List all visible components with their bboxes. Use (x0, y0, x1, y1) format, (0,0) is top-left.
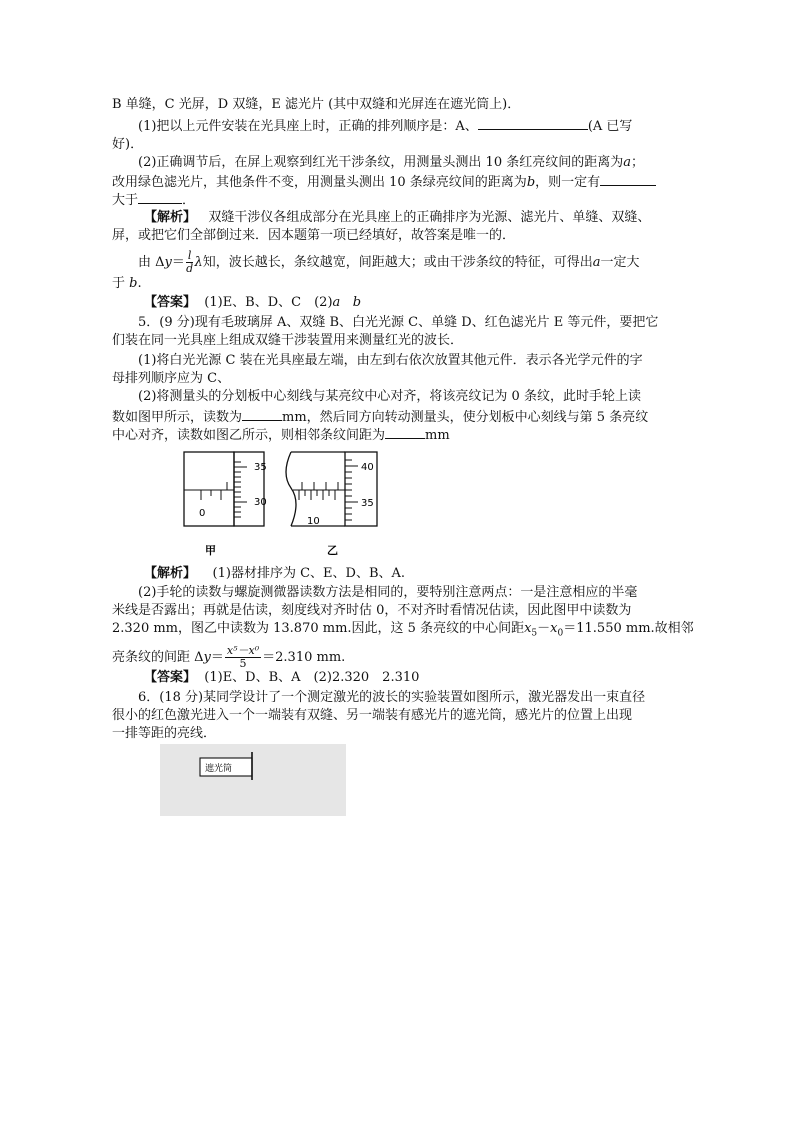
q4-text-line: B 单缝，C 光屏，D 双缝，E 滤光片 (其中双缝和光屏连在遮光筒上)． (112, 97, 521, 112)
q4-answer-blank-1[interactable] (478, 117, 588, 130)
yi-thimble-label-top: 40 (361, 462, 374, 473)
q5-part2-line2: 数如图甲所示，读数为 mm，然后同方向转动测量头，使分划板中心刻线与第 5 条亮纹 (112, 410, 649, 425)
q5-part2-line1: (2)将测量头的分划板中心刻线与某亮纹中心对齐，将该亮纹记为 0 条纹，此时手轮上读 (138, 389, 641, 404)
q4-analysis-line1: 【解析】 双缝干涉仪各组成部分在光具座上的正确排序为光源、滤光片、单缝、双缝、 (144, 210, 651, 225)
q4-analysis-line4: 于 b. (112, 276, 142, 291)
q6-stem-line2: 很小的红色激光进入一个一端装有双缝、另一端装有感光片的遮光筒，感光片的位置上出现 (112, 708, 633, 723)
q4-answer-blank-3[interactable] (138, 191, 182, 204)
jia-thimble-label-bottom: 30 (254, 497, 267, 508)
q5-part2-line3: 中心对齐，读数如图乙所示，则相邻条纹间距为 mm (112, 428, 450, 443)
yi-main-scale-ten: 10 (307, 516, 320, 527)
q4-part2-line3: 大于 ． (112, 193, 196, 208)
q4-part2-line2: 改用绿色滤光片，其他条件不变，用测量头测出 10 条绿亮纹间的距离为b，则一定有 (112, 173, 656, 191)
micrometer-figure-jia (183, 450, 281, 562)
q5-analysis-line5: 亮条纹的间距 Δy＝ $\frac{\text{x⁵－x⁰}}{5}$ ＝2.310 mm. (112, 644, 346, 670)
jia-thimble-label-top: 35 (254, 462, 267, 473)
q4-answer-blank-2[interactable] (600, 173, 656, 186)
q5-analysis-line1: 【解析】 (1)器材排序为 C、E、D、B、A. (144, 566, 406, 581)
q4-part2-line1: (2)正确调节后，在屏上观察到红光干涉条纹，用测量头测出 10 条红亮纹间的距离为a； (138, 155, 645, 170)
figure-caption-yi: 乙 (327, 544, 338, 557)
q5-stem-line1: 5．(9 分)现有毛玻璃屏 A、双缝 B、白光光源 C、单缝 D、红色滤光片 E 等元件，要把它 (138, 315, 659, 330)
q4-analysis-formula-line: 由 Δy＝ $\frac{l}{d}$ λ知，波长越长，条纹越宽，间距越大；或由干涉条纹的特征，可得出a一定大 (138, 249, 640, 275)
q4-part1: (1)把以上元件安装在光具座上时，正确的排列顺序是：A、 (A 已写 (138, 119, 633, 134)
fringe-spacing-fraction: $\frac{l}{d}$ (186, 249, 194, 275)
figure-caption-jia: 甲 (205, 544, 216, 557)
tube-label: 遮光筒 (205, 764, 233, 774)
q4-part1-cont: 好)． (112, 137, 144, 152)
laser-apparatus-figure (160, 744, 346, 816)
q5-stem-line2: 们装在同一光具座上组成双缝干涉装置用来测量红光的波长． (112, 333, 464, 348)
q5-analysis-line3: 米线是否露出；再就是估读，刻度线对齐时估 0，不对齐时看情况估读，因此图甲中读数为 (112, 603, 632, 618)
q5-answer-blank-2[interactable] (385, 426, 425, 439)
jia-main-scale-zero: 0 (199, 508, 206, 519)
q5-analysis-line2: (2)手轮的读数与螺旋测微器读数方法是相同的，要特别注意两点：一是注意相应的半毫 (138, 585, 638, 600)
q6-stem-line1: 6．(18 分)某同学设计了一个测定激光的波长的实验装置如图所示，激光器发出一束直径 (138, 690, 646, 705)
q5-answer-blank-1[interactable] (242, 408, 282, 421)
q4-answer-line: 【答案】 (1)E、B、D、C (2)a b (144, 295, 362, 310)
q4-analysis-line2: 屏，或把它们全部倒过来．因本题第一项已经填好，故答案是唯一的． (112, 228, 516, 243)
q5-analysis-line4: 2.320 mm，图乙中读数为 13.870 mm.因此，这 5 条亮纹的中心间距$x_5-x_0=11.550$ mm.故相邻 (112, 621, 694, 639)
q5-part1-line2: 母排列顺序应为 C、 (112, 371, 231, 386)
q5-part1-line1: (1)将白光光源 C 装在光具座最左端，由左到右依次放置其他元件．表示各光学元件的字 (138, 353, 643, 368)
q5-answer-line: 【答案】 (1)E、D、B、A (2)2.320 2.310 (144, 670, 420, 685)
q6-stem-line3: 一排等距的亮线． (112, 726, 217, 741)
spacing-fraction: $\frac{\text{x⁵－x⁰}}{5}$ (226, 644, 260, 670)
yi-thimble-label-bottom: 35 (361, 498, 374, 509)
micrometer-figure-yi (283, 450, 383, 562)
